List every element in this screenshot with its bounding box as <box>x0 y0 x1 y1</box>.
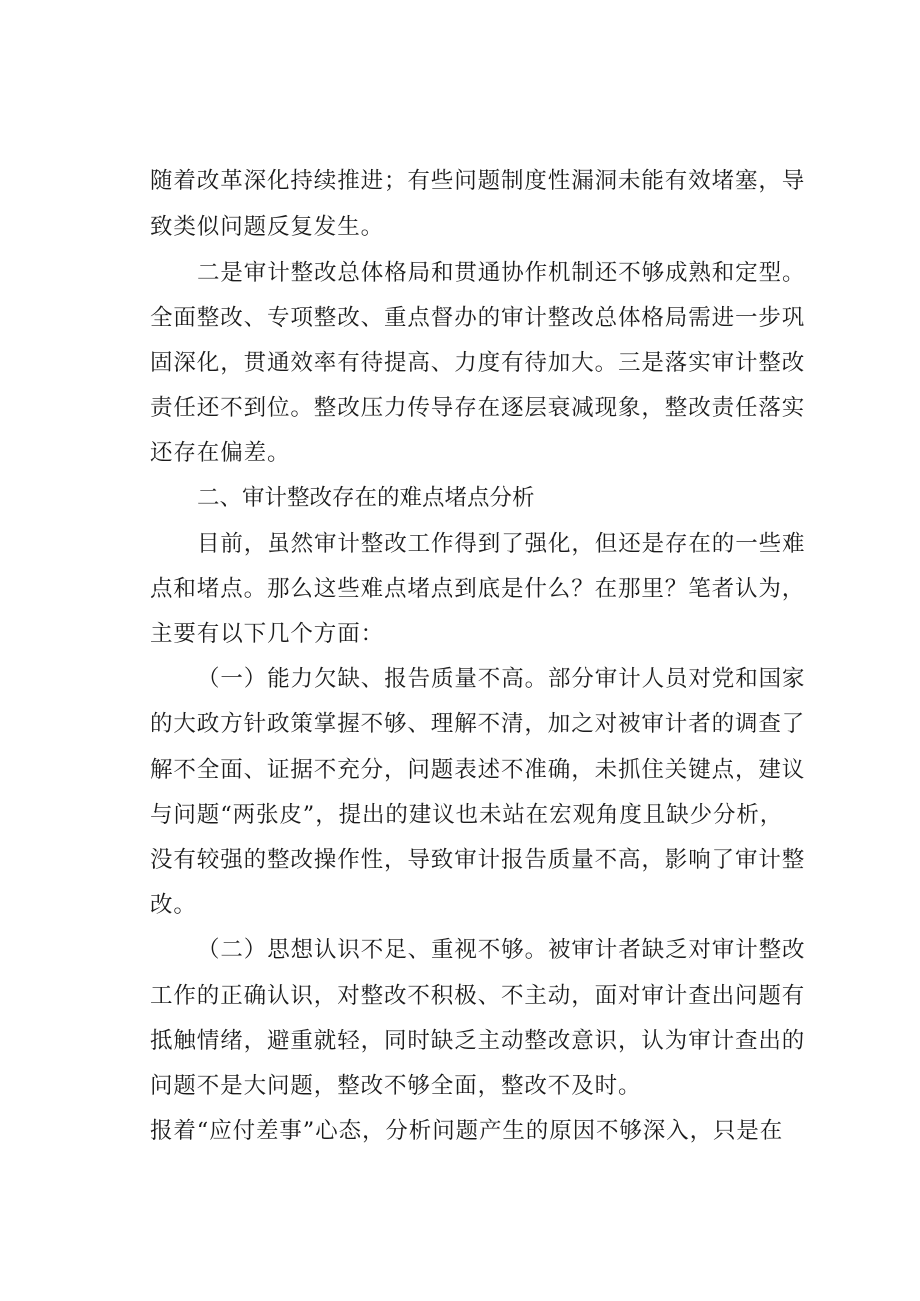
body-text-line: （一）能力欠缺、报告质量不高。部分审计人员对党和国家 <box>197 666 806 692</box>
body-text-line: 问题不是大问题，整改不够全面，整改不及时。 <box>150 1073 642 1099</box>
body-text-line: 与问题“两张皮”，提出的建议也未站在宏观角度且缺少分析， <box>150 802 784 828</box>
body-text-line: 报着“应付差事”心态，分析问题产生的原因不够深入，只是在 <box>150 1118 784 1144</box>
body-text-line: 目前，虽然审计整改工作得到了强化，但还是存在的一些难 <box>197 531 806 557</box>
body-text-line: 致类似问题反复发生。 <box>150 214 385 240</box>
body-text-line: 还存在偏差。 <box>150 440 291 466</box>
body-text-line: 工作的正确认识，对整改不积极、不主动，面对审计查出问题有 <box>150 983 806 1009</box>
body-text-line: （二）思想认识不足、重视不够。被审计者缺乏对审计整改 <box>197 937 806 963</box>
body-text-line: 随着改革深化持续推进；有些问题制度性漏洞未能有效堵塞，导 <box>150 168 806 194</box>
body-text-line: 的大政方针政策掌握不够、理解不清，加之对被审计者的调查了 <box>150 711 806 737</box>
section-heading: 二、审计整改存在的难点堵点分析 <box>197 485 535 511</box>
body-text-line: 解不全面、证据不充分，问题表述不准确，未抓住关键点，建议 <box>150 757 806 783</box>
body-text-line: 全面整改、专项整改、重点督办的审计整改总体格局需进一步巩 <box>150 305 806 331</box>
body-text-line: 固深化，贯通效率有待提高、力度有待加大。三是落实审计整改 <box>150 350 806 376</box>
body-text-line: 没有较强的整改操作性，导致审计报告质量不高，影响了审计整 <box>150 847 806 873</box>
body-text-line: 点和堵点。那么这些难点堵点到底是什么？在那里？笔者认为， <box>150 576 806 602</box>
body-text-line: 改。 <box>150 892 197 918</box>
body-text-line: 二是审计整改总体格局和贯通协作机制还不够成熟和定型。 <box>197 260 806 286</box>
body-text-line: 责任还不到位。整改压力传导存在逐层衰减现象，整改责任落实 <box>150 395 806 421</box>
body-text-line: 主要有以下几个方面： <box>150 621 385 647</box>
body-text-line: 抵触情绪，避重就轻，同时缺乏主动整改意识，认为审计查出的 <box>150 1028 806 1054</box>
